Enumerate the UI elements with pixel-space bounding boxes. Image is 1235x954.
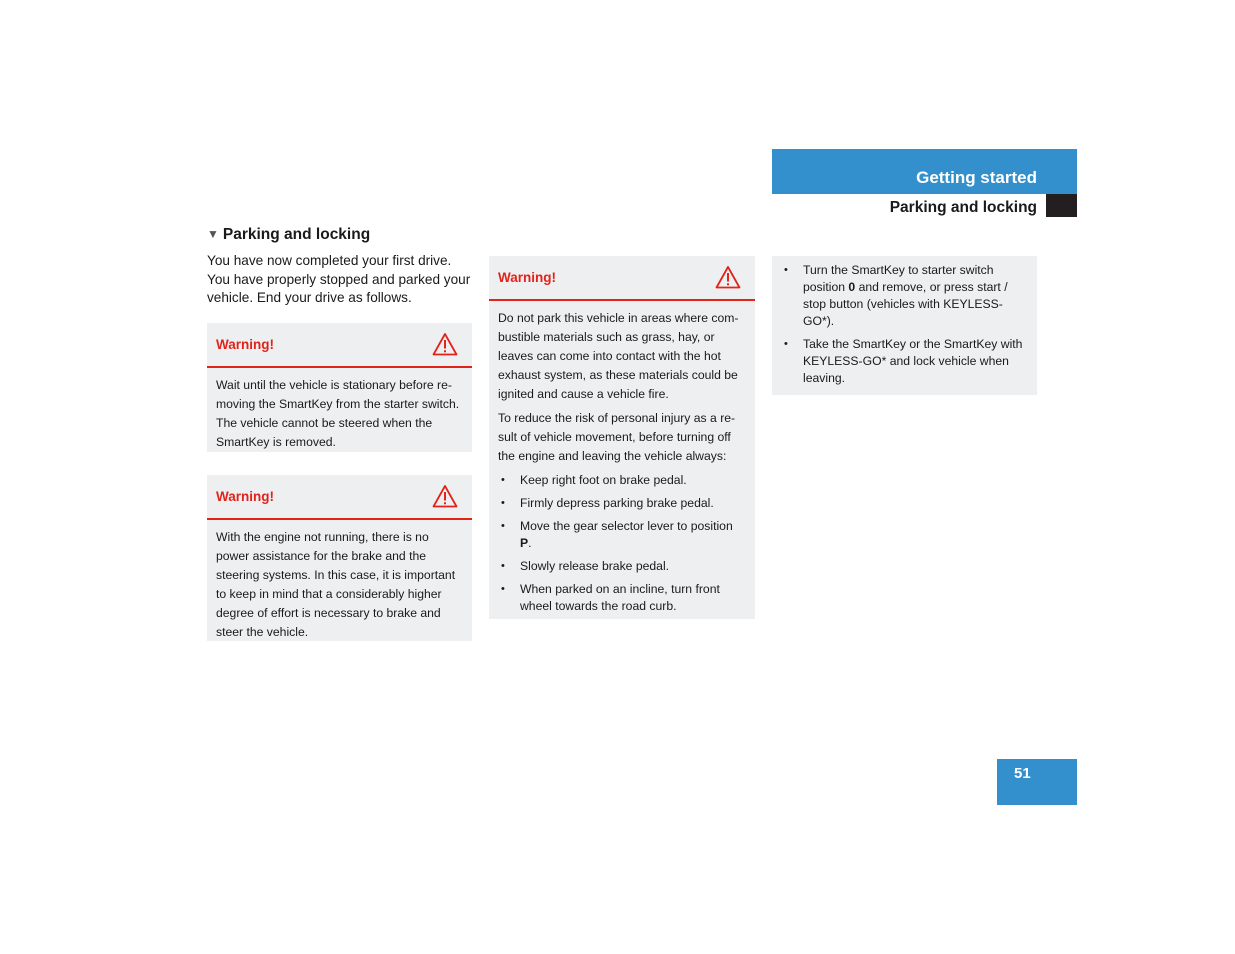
steps-list	[781, 262, 1029, 387]
steps-box	[772, 256, 1037, 395]
chapter-tab	[772, 149, 1077, 194]
warning-header	[207, 323, 472, 368]
warning-body: Wait until the vehicle is stationary before removing the SmartKey from the starter switch. The vehicle cannot be steered when the SmartKey is removed.	[216, 378, 460, 449]
warning-body: With the engine not running, there is no power assistance for the brake and the steering systems. In this case, it is important to keep in mind that a considerably higher degree of effort is necessary to brake and steer the vehicle.	[216, 530, 456, 639]
page-heading	[207, 224, 370, 245]
heading-text: Parking and locking	[222, 226, 371, 243]
warning-header	[207, 475, 472, 520]
list-item: • When parked on an incline, turn front wheel towards the road curb.	[501, 582, 720, 613]
warning-box-3	[489, 256, 755, 619]
warning-triangle-icon	[715, 265, 741, 289]
warning-triangle-icon	[432, 484, 458, 508]
list-item: • Move the gear selector lever to position P.	[501, 519, 733, 550]
warning-paragraph: To reduce the risk of personal injury as a result of vehicle movement, before turning off the engine and leaving the vehicle always:	[498, 411, 736, 463]
warning-header	[489, 256, 755, 301]
chapter-title: Getting started	[916, 168, 1037, 187]
warning-box-2	[207, 475, 472, 641]
page-number: 51	[997, 759, 1077, 805]
warning-box-1	[207, 323, 472, 452]
section-marker	[1046, 194, 1077, 217]
warning-paragraph: Do not park this vehicle in areas where combustible materials such as grass, hay, or leaves can come into contact with the hot exhaust system, as these materials could be ignited and cause a vehicle fire.	[498, 311, 739, 401]
list-item: • Keep right foot on brake pedal.	[501, 473, 687, 487]
triangle-down-icon: ▼	[207, 227, 219, 241]
list-item: • Firmly depress parking brake pedal.	[501, 496, 714, 510]
intro-text: You have now completed your first drive. You have properly stopped and parked your vehicle. End your drive as follows.	[207, 253, 471, 306]
section-title: Parking and locking	[889, 199, 1037, 216]
warning-title: Warning!	[216, 489, 274, 504]
warning-title: Warning!	[498, 270, 556, 285]
warning-triangle-icon	[432, 332, 458, 356]
list-item: • Turn the SmartKey to starter switch position 0 and remove, or press start / stop button (vehicles with KEYLESS-GO*).	[784, 263, 1008, 328]
list-item: • Take the SmartKey or the SmartKey with KEYLESS-GO* and lock vehicle when leaving.	[784, 337, 1023, 385]
warning-body	[489, 301, 755, 623]
list-item: • Slowly release brake pedal.	[501, 559, 670, 573]
precaution-list	[498, 472, 747, 615]
warning-title: Warning!	[216, 337, 274, 352]
